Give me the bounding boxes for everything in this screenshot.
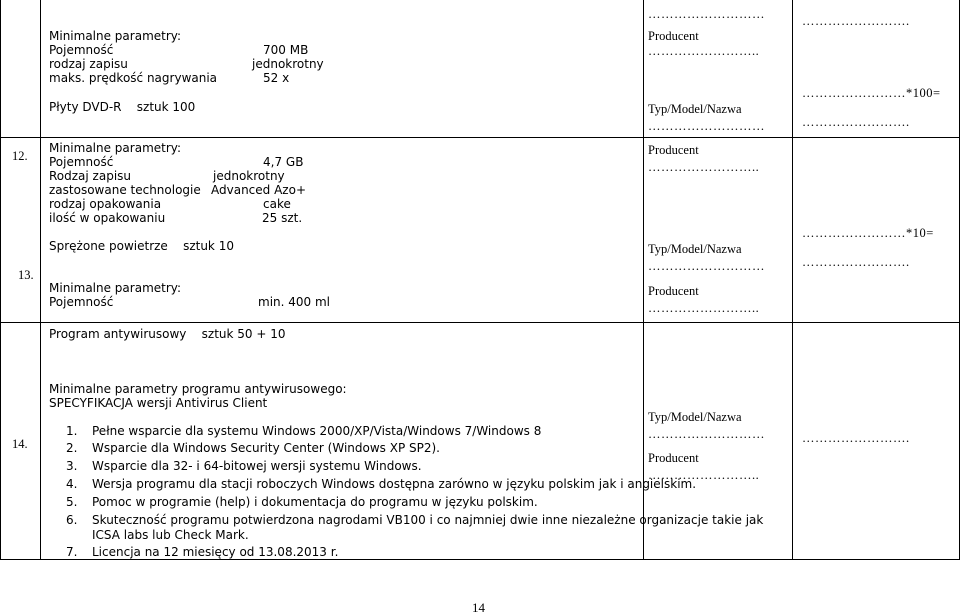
row-14-number: 14. xyxy=(12,437,28,451)
row-12-price-result: ……………………. xyxy=(802,115,910,129)
row-14-list-text-2: Wsparcie dla Windows Security Center (Windows XP SP2). xyxy=(92,441,440,455)
row-12-param-label-3: zastosowane technologie xyxy=(49,183,201,197)
top-producent-dots-upper: ……………………… xyxy=(648,7,765,21)
row-14-params-title: Minimalne parametry programu antywirusowego: xyxy=(49,382,347,396)
row-13-item: Sprężone powietrze sztuk 10 xyxy=(49,239,234,253)
row-13-params-title: Minimalne parametry: xyxy=(49,281,182,295)
row-14-list-num-4: 4. xyxy=(66,477,78,491)
row-12-param-value-4: cake xyxy=(263,197,291,211)
row-13-number: 13. xyxy=(18,268,34,282)
top-param-value-1: 700 MB xyxy=(263,43,309,57)
row-12-price-formula: ……………………*100= xyxy=(802,86,941,100)
row-14-producent-dots: …………………….. xyxy=(648,468,760,482)
top-producent-value: …………………….. xyxy=(648,44,760,58)
row-12-number: 12. xyxy=(12,149,28,163)
top-params-title: Minimalne parametry: xyxy=(49,29,182,43)
top-producent-label: Producent xyxy=(648,29,699,43)
row-12-typ-label: Typ/Model/Nazwa xyxy=(648,102,742,116)
row-14-list-num-5: 5. xyxy=(66,495,78,509)
row-14-spec: SPECYFIKACJA wersji Antivirus Client xyxy=(49,396,268,410)
row-12-param-value-1: 4,7 GB xyxy=(263,155,304,169)
row-12-param-label-2: Rodzaj zapisu xyxy=(49,169,132,183)
top-param-label-3: maks. prędkość nagrywania xyxy=(49,71,218,85)
row-12-param-value-5: 25 szt. xyxy=(262,211,303,225)
row-14-list-num-2: 2. xyxy=(66,441,78,455)
row-14-list-num-1: 1. xyxy=(66,424,78,438)
row-14-price: ……………………. xyxy=(802,431,910,445)
top-param-value-3: 52 x xyxy=(263,71,290,85)
col-divider-3 xyxy=(792,0,793,560)
row-14-list-num-7: 7. xyxy=(66,545,78,559)
row-14-list-text-4: Wersja programu dla stacji roboczych Windows dostępna zarówno w języku polskim jak i angielskim. xyxy=(92,477,697,491)
table-left-border xyxy=(0,0,1,560)
row-12-item: Płyty DVD-R sztuk 100 xyxy=(49,100,196,114)
row-14-list-num-6: 6. xyxy=(66,513,78,527)
table-bottom-border xyxy=(0,559,960,560)
row-13-typ-dots: ……………………… xyxy=(648,259,765,273)
row-14-list-text-6: Skuteczność programu potwierdzona nagrodami VB100 i co najmniej dwie inne niezależne organizacje takie jak xyxy=(92,513,764,527)
row-14-list-num-3: 3. xyxy=(66,459,78,473)
row-13-typ-label: Typ/Model/Nazwa xyxy=(648,242,742,256)
row-13-param-value: min. 400 ml xyxy=(258,295,330,309)
row-14-producent-label: Producent xyxy=(648,451,699,465)
row-12-producent-dots: …………………….. xyxy=(648,160,760,174)
row-12-typ-dots: ……………………… xyxy=(648,119,765,133)
row-12-price-top: ……………………. xyxy=(802,14,910,28)
row-12-params-title: Minimalne parametry: xyxy=(49,141,182,155)
row-13-price-result: ……………………. xyxy=(802,255,910,269)
row-14-typ-label: Typ/Model/Nazwa xyxy=(648,410,742,424)
top-param-label-1: Pojemność xyxy=(49,43,114,57)
col-divider-2 xyxy=(643,0,644,560)
row-13-producent-dots: …………………….. xyxy=(648,301,760,315)
row-12-param-label-4: rodzaj opakowania xyxy=(49,197,162,211)
col-divider-1 xyxy=(40,0,41,560)
top-param-label-2: rodzaj zapisu xyxy=(49,57,128,71)
row-divider-13 xyxy=(0,322,960,323)
row-14-item: Program antywirusowy sztuk 50 + 10 xyxy=(49,327,286,341)
row-12-param-label-1: Pojemność xyxy=(49,155,114,169)
top-param-value-2: jednokrotny xyxy=(252,57,324,71)
row-12-param-label-5: ilość w opakowaniu xyxy=(49,211,166,225)
row-divider-12 xyxy=(0,137,960,138)
row-14-list-text-7: Licencja na 12 miesięcy od 13.08.2013 r. xyxy=(92,545,339,559)
row-13-param-label: Pojemność xyxy=(49,295,114,309)
row-14-typ-dots: ……………………… xyxy=(648,427,765,441)
row-13-price-formula: ……………………*10= xyxy=(802,226,934,240)
row-14-list-text-1: Pełne wsparcie dla systemu Windows 2000/XP/Vista/Windows 7/Windows 8 xyxy=(92,424,542,438)
row-13-producent-label: Producent xyxy=(648,284,699,298)
row-14-list-text-3: Wsparcie dla 32- i 64-bitowej wersji systemu Windows. xyxy=(92,459,422,473)
row-12-param-value-3: Advanced Azo+ xyxy=(211,183,306,197)
row-12-param-value-2: jednokrotny xyxy=(213,169,285,183)
page-number: 14 xyxy=(472,600,485,615)
row-12-producent-label: Producent xyxy=(648,143,699,157)
row-14-list-text-5: Pomoc w programie (help) i dokumentacja do programu w języku polskim. xyxy=(92,495,538,509)
row-14-list-text-6-cont: ICSA labs lub Check Mark. xyxy=(92,528,249,542)
